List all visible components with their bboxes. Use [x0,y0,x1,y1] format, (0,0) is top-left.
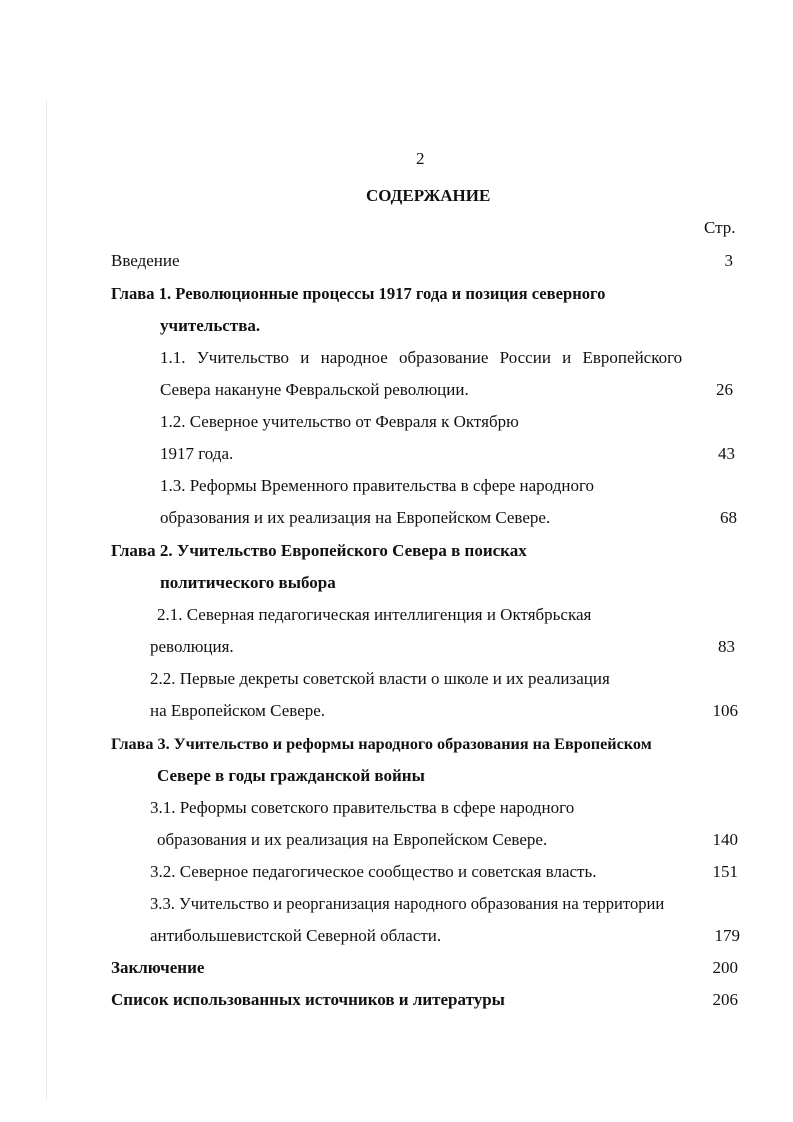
section-2-1-cont: революция. [150,637,234,656]
toc-sources-label: Список использованных источников и литературы [111,990,505,1009]
section-2-1: 2.1. Северная педагогическая интеллигенция и Октябрьская [157,605,592,624]
toc-sources-page: 206 [712,990,738,1009]
section-3-1-page: 140 [712,830,738,849]
section-1-2-cont: 1917 года. [160,444,234,463]
chapter-3-title: Глава 3. Учительство и реформы народного образования на Европейском [111,735,652,753]
chapter-2-title-cont: политического выбора [160,573,336,592]
toc-intro-page: 3 [724,251,733,270]
section-1-1-page: 26 [716,380,733,399]
section-3-2-page: 151 [712,862,738,881]
section-3-2: 3.2. Северное педагогическое сообщество и советская власть. [150,862,597,881]
section-3-1-cont: образования и их реализация на Европейском Севере. [157,830,548,849]
section-2-1-page: 83 [718,637,735,656]
section-2-2-cont: на Европейском Севере. [150,701,326,720]
section-1-3: 1.3. Реформы Временного правительства в сфере народного [160,476,594,495]
section-3-3-page: 179 [714,926,740,945]
section-3-1: 3.1. Реформы советского правительства в сфере народного [150,798,575,817]
section-2-2-page: 106 [712,701,738,720]
chapter-3-title-cont: Севере в годы гражданской войны [157,766,425,785]
section-3-3-cont: антибольшевистской Северной области. [150,926,442,945]
toc-conclusion-page: 200 [712,958,738,977]
section-1-3-cont: образования и их реализация на Европейском Севере. [160,508,551,527]
chapter-1-title: Глава 1. Революционные процессы 1917 года и позиция северного [111,284,606,303]
section-2-2: 2.2. Первые декреты советской власти о школе и их реализация [150,669,610,688]
section-3-3: 3.3. Учительство и реорганизация народного образования на территории [150,894,665,913]
page-title: СОДЕРЖАНИЕ [366,186,491,205]
section-1-3-page: 68 [720,508,737,527]
toc-conclusion-label: Заключение [111,958,205,977]
section-1-2: 1.2. Северное учительство от Февраля к Октябрю [160,412,519,431]
scan-left-edge [46,100,47,1100]
section-1-1-cont: Севера накануне Февральской революции. [160,380,469,399]
chapter-1-title-cont: учительства. [160,316,261,335]
page-number: 2 [416,149,425,168]
section-1-2-page: 43 [718,444,735,463]
chapter-2-title: Глава 2. Учительство Европейского Севера в поисках [111,541,527,560]
page-column-label: Стр. [704,218,736,237]
toc-intro-label: Введение [111,251,180,270]
section-1-1: 1.1. Учительство и народное образование России и Европейского [160,348,683,367]
